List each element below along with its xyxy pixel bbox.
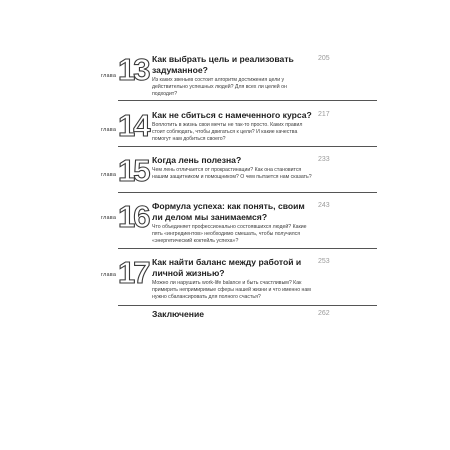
divider bbox=[118, 248, 377, 249]
chapter-title: Как выбрать цель и реализовать задуманное? bbox=[152, 54, 294, 75]
divider bbox=[118, 146, 377, 147]
chapter-description: Из каких звеньев состоит алгоритм достижения цели у действительно успешных людей? Для всех ли целей он подходит? bbox=[152, 77, 287, 97]
chapter-number: 15 bbox=[118, 153, 149, 188]
divider bbox=[118, 192, 377, 193]
chapter-number: 13 bbox=[118, 52, 149, 87]
chapter-number: 14 bbox=[118, 108, 149, 143]
page-number: 233 bbox=[318, 156, 330, 163]
chapter-description: Воплотить в жизнь свои мечты не так-то просто. Каких правил стоит соблюдать, чтобы двигаться к цели? И какие качества помогут нам добиться своего? bbox=[152, 122, 303, 142]
page-number: 205 bbox=[318, 55, 330, 62]
chapter-title: Как найти баланс между работой и личной жизнью? bbox=[152, 257, 302, 278]
chapter-description: Что объединяет профессионально состоявшихся людей? Какие пять «ингредиентов» необходимо смешать, чтобы получился «энергетический коктейль успеха»? bbox=[152, 224, 307, 244]
page-number: 262 bbox=[318, 310, 330, 317]
page-number: 253 bbox=[318, 258, 330, 265]
chapter-description: Чем лень отличается от прокрастинации? Как она становится нашим защитником и помощником? О чем пытается нам сказать? bbox=[152, 167, 312, 180]
divider bbox=[118, 305, 377, 306]
chapter-title: Формула успеха: как понять, своим ли делом мы занимаемся? bbox=[152, 201, 305, 222]
chapter-label: глава bbox=[101, 172, 117, 178]
chapter-title: Как не сбиться с намеченного курса? bbox=[152, 110, 312, 120]
chapter-number: 16 bbox=[118, 199, 149, 234]
page-number: 217 bbox=[318, 111, 330, 118]
chapter-label: глава bbox=[101, 272, 117, 278]
chapter-title: Когда лень полезна? bbox=[152, 155, 242, 165]
chapter-description: Можно ли нарушить work-life balance и быть счастливым? Как примирить непримиримые сферы нашей жизни и что именно нам нужно сбалансировать для полного счастья? bbox=[152, 280, 311, 300]
chapter-label: глава bbox=[101, 215, 117, 221]
divider bbox=[118, 100, 377, 101]
chapter-label: глава bbox=[101, 127, 117, 133]
chapter-label: глава bbox=[101, 73, 117, 79]
chapter-number: 17 bbox=[118, 255, 149, 290]
conclusion-title: Заключение bbox=[152, 309, 205, 319]
page-number: 243 bbox=[318, 202, 330, 209]
